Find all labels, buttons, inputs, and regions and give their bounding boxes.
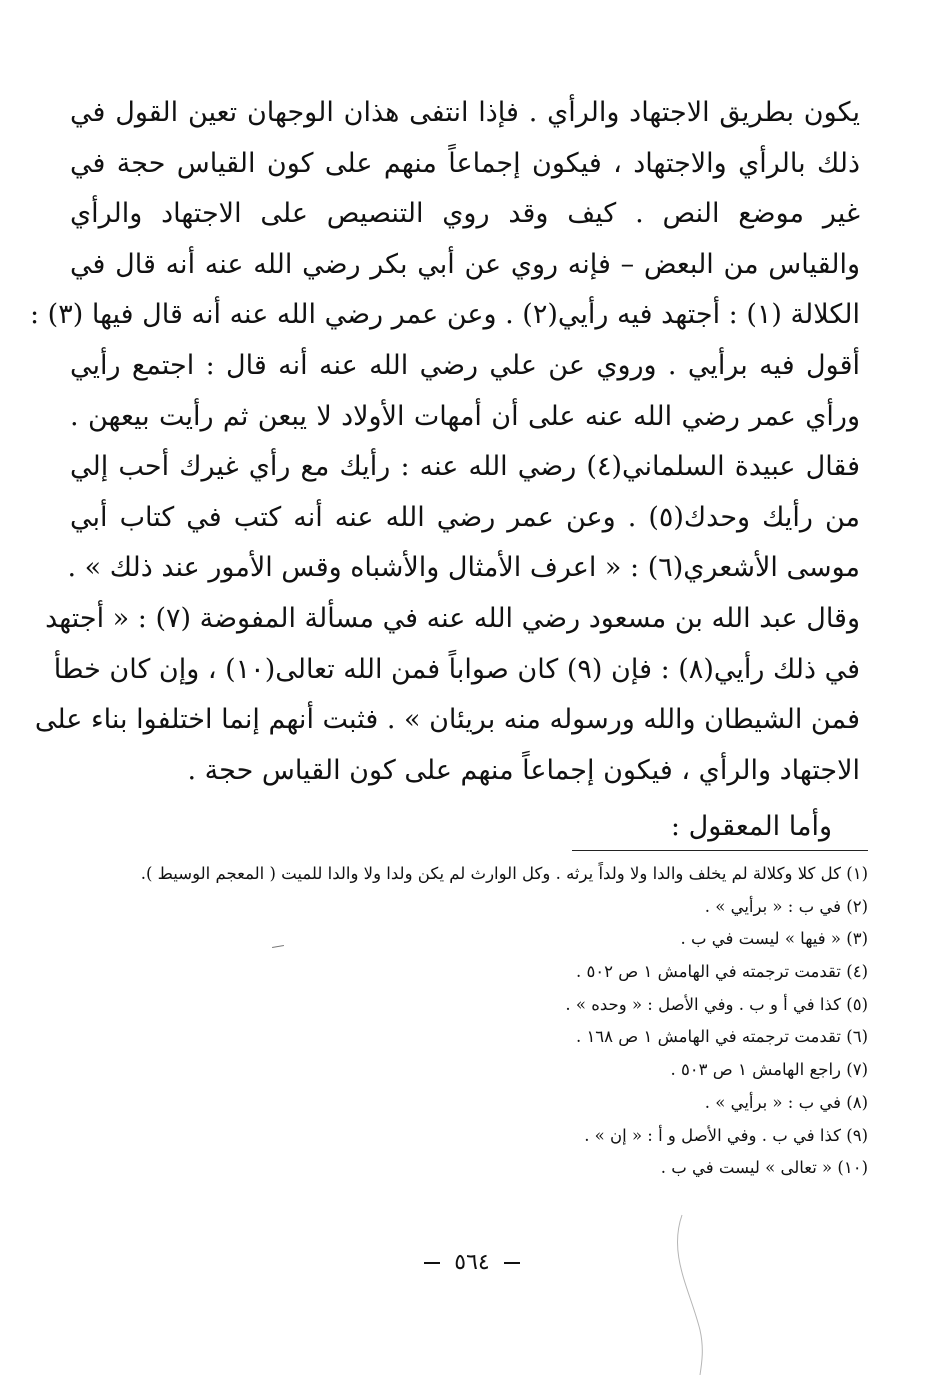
dash-right: [504, 1262, 520, 1264]
text-line: الاجتهاد والرأي ، فيكون إجماعاً منهم على كون القياس حجة .: [187, 754, 860, 786]
footnote: (٥) كذا في أ و ب . وفي الأصل : « وحده » .: [565, 994, 868, 1014]
section-heading: وأما المعقول :: [670, 811, 832, 843]
footnote: (٨) في ب : « برأيي » .: [704, 1092, 868, 1112]
text-line: فقال عبيدة السلماني(٤) رضي الله عنه : رأيك مع رأي غيرك أحب إلي: [70, 451, 860, 483]
page-curl-line: [677, 1215, 702, 1375]
text-line: يكون بطريق الاجتهاد والرأي . فإذا انتفى هذان الوجهان تعين القول في: [70, 97, 860, 128]
footnote: (١٠) « تعالى » ليست في ب .: [660, 1158, 868, 1178]
footnote: (٩) كذا في ب . وفي الأصل و أ : « إن » .: [584, 1125, 868, 1145]
text-line: ذلك بالرأي والاجتهاد ، فيكون إجماعاً منهم على كون القياس حجة في: [70, 147, 860, 179]
text-line: الكلالة (١) : أجتهد فيه رأيي(٢) . وعن عمر رضي الله عنه أنه قال فيها (٣) :: [30, 299, 860, 331]
footnotes: [68, 858, 868, 1185]
text-line: غير موضع النص . كيف وقد روي التنصيص على الاجتهاد والرأي: [70, 198, 860, 230]
text-line: والقياس من البعض – فإنه روي عن أبي بكر رضي الله عنه أنه قال في: [70, 248, 860, 280]
main-text: [30, 88, 860, 853]
footnote: (٧) راجع الهامش ١ ص ٥٠٣ .: [670, 1060, 868, 1080]
footnote: (٤) تقدمت ترجمته في الهامش ١ ص ٥٠٢ .: [575, 962, 868, 982]
text-line: في ذلك رأيي(٨) : فإن (٩) كان صواباً فمن الله تعالى(١٠) ، وإن كان خطأ: [53, 653, 860, 685]
footnote-separator: [572, 850, 868, 851]
dash-left: [424, 1262, 440, 1264]
text-line: ورأي عمر رضي الله عنه على أن أمهات الأولاد لا يبعن ثم رأيت بيعهن .: [70, 400, 860, 432]
footnote: (٢) في ب : « برأيي » .: [704, 896, 868, 916]
page-number-text: ٥٦٤: [454, 1250, 490, 1275]
text-line: أقول فيه برأيي . وروي عن علي رضي الله عنه أنه قال : اجتمع رأيي: [70, 349, 860, 381]
footnote: (٣) « فيها » ليست في ب .: [680, 929, 868, 949]
text-line: وقال عبد الله بن مسعود رضي الله عنه في مسألة المفوضة (٧) : « أجتهد: [45, 602, 860, 634]
text-line: من رأيك وحدك(٥) . وعن عمر رضي الله عنه أنه كتب في كتاب أبي: [70, 501, 860, 533]
text-line: موسى الأشعري(٦) : « اعرف الأمثال والأشباه وقس الأمور عند ذلك » .: [67, 552, 860, 584]
footnote: (١) كل كلا وكلالة لم يخلف والدا ولا ولداً يرثه . وكل الوارث لم يكن ولدا ولا والدا للميت ( المعجم الوسيط ).: [140, 864, 868, 883]
footnote: (٦) تقدمت ترجمته في الهامش ١ ص ١٦٨ .: [575, 1027, 868, 1047]
text-line: فمن الشيطان والله ورسوله منه بريئان » . فثبت أنهم إنما اختلفوا بناء على: [34, 704, 860, 736]
page-number: [0, 1250, 944, 1275]
